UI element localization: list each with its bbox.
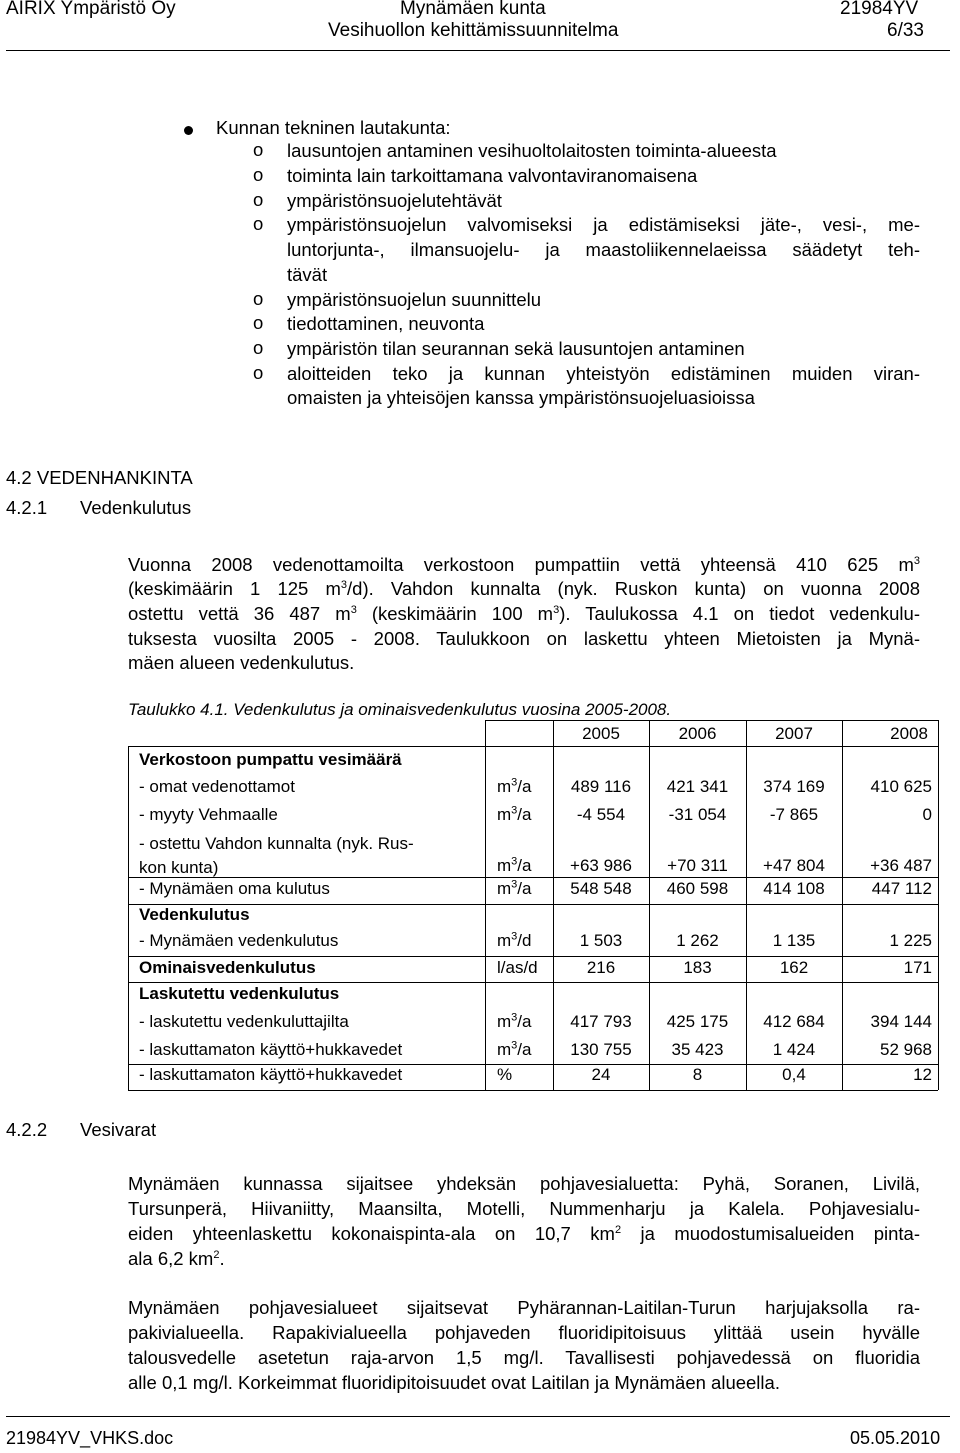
table-row-label: - Mynämäen oma kulutus (139, 879, 330, 898)
header-page-number: 6/33 (887, 20, 924, 41)
table-cell: -31 054 (668, 805, 727, 824)
list-item: ympäristönsuojelutehtävät (287, 190, 502, 211)
table-cell: 35 423 (671, 1040, 724, 1059)
table-cell: 0 (922, 805, 932, 824)
table-row-label: Ominaisvedenkulutus (139, 958, 316, 977)
list-item: ympäristön tilan seurannan sekä lausuntojen antaminen (287, 338, 745, 359)
table-row-label: - ostettu Vahdon kunnalta (nyk. Rus- kon kunta) (139, 834, 414, 877)
circle-bullet-icon: o (253, 362, 264, 383)
table-cell: 374 169 (763, 777, 825, 796)
list-item-continuation: tävät (287, 264, 328, 285)
table-header-year: 2008 (890, 724, 928, 743)
paragraph-line: tuksesta vuosilta 2005 - 2008. Taulukkoon on laskettu yhteen Mietoisten ja Mynä- (128, 628, 920, 649)
table-cell: 1 503 (579, 931, 623, 950)
list-item-continuation: omaisten ja yhteisöjen kanssa ympäristönsuojeluasioissa (287, 387, 755, 408)
table-cell: 216 (586, 958, 616, 977)
table-row-label: Vedenkulutus (139, 905, 250, 924)
table-cell: 421 341 (666, 777, 729, 796)
footer-filename: 21984YV_VHKS.doc (6, 1428, 174, 1448)
circle-bullet-icon: o (253, 164, 264, 185)
table-row-label: Verkostoon pumpattu vesimäärä (139, 750, 402, 769)
paragraph-line: talousvedelle asetetun raja-arvon 1,5 mg/l. Tavallisesti pohjavedessä on fluoridia (128, 1347, 920, 1368)
subsection-number: 4.2.2 (6, 1119, 48, 1140)
table-cell: 425 175 (666, 1012, 729, 1031)
table-cell: 1 225 (889, 931, 932, 950)
list-item: tiedottaminen, neuvonta (287, 313, 485, 334)
table-cell: 414 108 (763, 879, 825, 898)
table-cell: 460 598 (666, 879, 729, 898)
table-cell: 171 (903, 958, 932, 977)
paragraph-line: mäen alueen vedenkulutus. (128, 652, 355, 673)
table-rule (485, 720, 486, 1090)
circle-bullet-icon: o (253, 139, 264, 160)
circle-bullet-icon: o (253, 288, 264, 309)
footer-rule (6, 1416, 950, 1417)
header-project-code: 21984YV (840, 0, 919, 19)
table-cell: 130 755 (570, 1040, 632, 1059)
table-unit: $m^3/a$ (497, 804, 532, 824)
table-cell: 24 (591, 1065, 611, 1084)
list-item: aloitteiden teko ja kunnan yhteistyön edistäminen muiden viran- (287, 363, 920, 384)
table-unit: $m^3/a$ (497, 878, 532, 898)
circle-bullet-icon: o (253, 312, 264, 333)
table-row-label: - myyty Vehmaalle (139, 805, 278, 824)
paragraph-line: Mynämäen pohjavesialueet sijaitsevat Pyhärannan-Laitilan-Turun harjujaksolla ra- (128, 1297, 920, 1318)
table-cell: 8 (692, 1065, 703, 1084)
table-cell: -4 554 (576, 805, 626, 824)
table-unit: $m^3/a$ (497, 855, 532, 875)
subsection-heading: Vesivarat (80, 1119, 157, 1140)
table-row-label: - Mynämäen vedenkulutus (139, 931, 339, 950)
paragraph-line: Tursunperä, Hiivaniitty, Maansilta, Motelli, Nummenharju ja Kalela. Pohjavesialu- (128, 1198, 920, 1219)
subsection-heading: Vedenkulutus (80, 497, 192, 518)
table-row-label: - laskutettu vedenkuluttajilta (139, 1012, 349, 1031)
list-item: ympäristönsuojelun suunnittelu (287, 289, 542, 310)
table-cell: 410 625 (870, 777, 932, 796)
bullet-icon (184, 126, 193, 135)
table-cell: 12 (913, 1065, 932, 1084)
table-rule (128, 746, 129, 1090)
table-cell: 447 112 (871, 879, 932, 898)
table-rule (128, 956, 938, 957)
paragraph-line: Vuonna 2008 vedenottamoilta verkostoon pumpattiin vettä yhteensä 410 625 $m^3$ (128, 554, 920, 575)
table-row-label: Laskutettu vedenkulutus (139, 984, 340, 1003)
list-item: toiminta lain tarkoittamana valvontaviranomaisena (287, 165, 698, 186)
table-cell: 417 793 (570, 1012, 632, 1031)
table-rule (128, 982, 938, 983)
table-header-year: 2006 (678, 724, 717, 743)
table-unit: % (497, 1065, 513, 1084)
header-rule (6, 50, 950, 51)
header-company: AIRIX Ympäristö Oy (6, 0, 176, 19)
paragraph-line: pakivialueella. Rapakivialueella pohjaveden fluoridipitoisuus ylittää usein hyvälle (128, 1322, 920, 1343)
table-cell: 52 968 (880, 1040, 932, 1059)
table-rule (938, 720, 939, 1090)
table-unit: $m^3/d$ (497, 930, 532, 950)
table-cell: 183 (683, 958, 712, 977)
table-cell: +63 986 (570, 856, 632, 875)
table-cell: +70 311 (667, 856, 728, 875)
paragraph-line: eiden yhteenlaskettu kokonaispinta-ala on 10,7 $km^2$ ja muodostumisalueiden pinta- (128, 1223, 920, 1244)
table-cell: 1 424 (772, 1040, 816, 1059)
table-rule (128, 1090, 938, 1091)
table-cell: 162 (779, 958, 809, 977)
table-unit: $m^3/a$ (497, 776, 532, 796)
table-cell: 1 135 (772, 931, 816, 950)
table-header-year: 2005 (582, 724, 620, 743)
table-header-year: 2007 (775, 724, 813, 743)
table-caption: Taulukko 4.1. Vedenkulutus ja ominaisvedenkulutus vuosina 2005-2008. (128, 700, 672, 719)
list-heading: Kunnan tekninen lautakunta: (216, 117, 451, 138)
table-unit: $m^3/a$ (497, 1039, 532, 1059)
paragraph-line: alle 0,1 mg/l. Korkeimmat fluoridipitoisuudet ovat Laitilan ja Mynämäen alueella. (128, 1372, 780, 1393)
header-municipality: Mynämäen kunta (400, 0, 546, 19)
circle-bullet-icon: o (253, 189, 264, 210)
table-rule (553, 720, 554, 1090)
table-row-label: - omat vedenottamot (139, 777, 295, 796)
table-cell: 548 548 (570, 879, 632, 898)
table-rule (649, 720, 650, 1090)
table-row-label: - laskuttamaton käyttö+hukkavedet (139, 1065, 403, 1084)
table-cell: 0,4 (782, 1065, 806, 1084)
table-unit: $m^3/a$ (497, 1011, 532, 1031)
paragraph-line: Mynämäen kunnassa sijaitsee yhdeksän pohjavesialuetta: Pyhä, Soranen, Livilä, (128, 1173, 920, 1194)
table-cell: 394 144 (870, 1012, 932, 1031)
paragraph-line: (keskimäärin 1 125 $m^3/d$). Vahdon kunnalta (nyk. Ruskon kunta) on vuonna 2008 (128, 578, 920, 599)
paragraph-line: ala 6,2 $km^2$. (128, 1248, 225, 1269)
table-cell: -7 865 (769, 805, 819, 824)
circle-bullet-icon: o (253, 337, 264, 358)
circle-bullet-icon: o (253, 213, 264, 234)
table-rule (746, 720, 747, 1090)
table-rule (128, 746, 938, 747)
table-row-label: - laskuttamaton käyttö+hukkavedet (139, 1040, 403, 1059)
header-subtitle: Vesihuollon kehittämissuunnitelma (328, 20, 619, 41)
list-item: lausuntojen antaminen vesihuoltolaitosten toiminta-alueesta (287, 140, 777, 161)
subsection-number: 4.2.1 (6, 497, 48, 518)
list-item: ympäristönsuojelun valvomiseksi ja edistämiseksi jäte-, vesi-, me- (287, 214, 920, 235)
table-cell: 489 116 (570, 777, 632, 796)
table-cell: 1 262 (676, 931, 719, 950)
footer-date: 05.05.2010 (850, 1428, 941, 1448)
table-unit: l/as/d (497, 958, 538, 977)
table-cell: +47 804 (763, 856, 825, 875)
paragraph-line: ostettu vettä 36 487 $m^3$ (keskimäärin 100 $m^3$). Taulukossa 4.1 on tiedot vedenkulu- (128, 603, 920, 624)
section-heading: 4.2 VEDENHANKINTA (6, 467, 193, 488)
list-item-continuation: luntorjunta-, ilmansuojelu- ja maastoliikennelaeissa säädetyt teh- (287, 239, 920, 260)
table-cell: +36 487 (870, 856, 932, 875)
table-cell: 412 684 (763, 1012, 825, 1031)
table-rule (842, 720, 843, 1090)
